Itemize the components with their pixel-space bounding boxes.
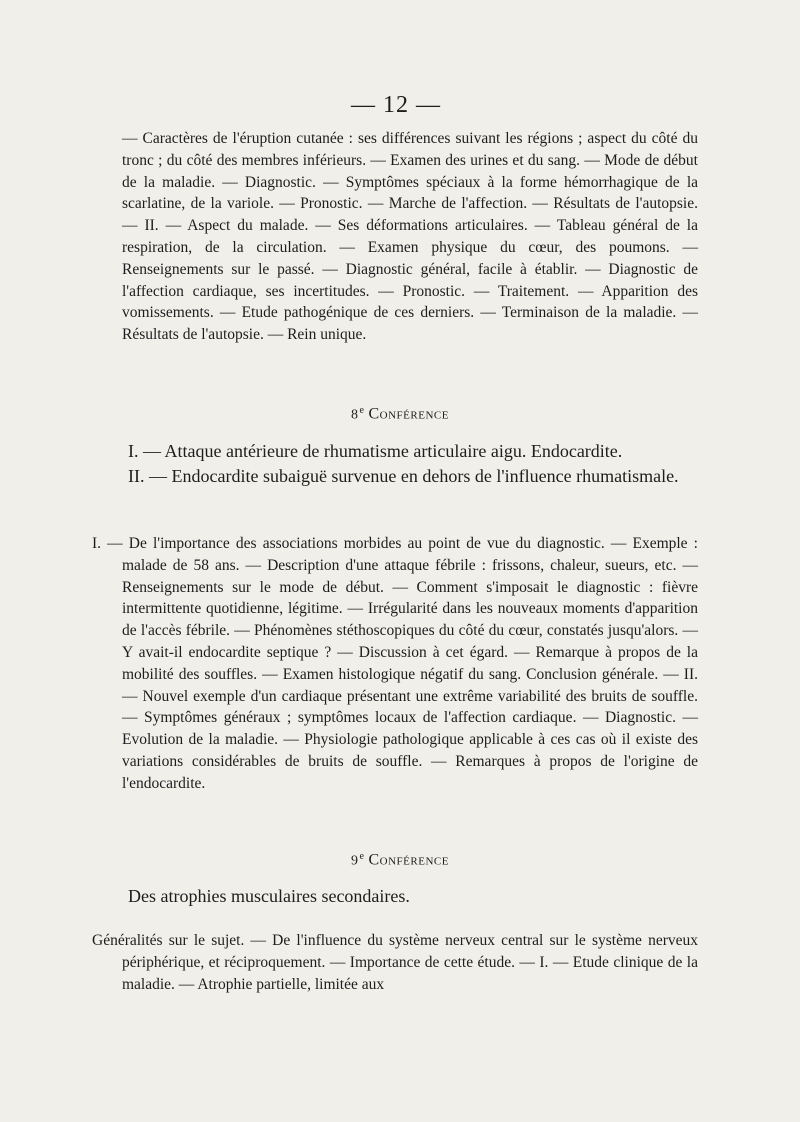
conference-8-sup: e (359, 405, 365, 416)
page-number: — 12 — (351, 92, 441, 118)
conference-8-title-1: I. — Attaque antérieure de rhumatisme articulaire aigu. Endocardite. (128, 441, 623, 461)
conference-8-body (92, 533, 698, 795)
intro-paragraph: — Caractères de l'éruption cutanée : ses différences suivant les régions ; aspect du côté du tronc ; du côté des membres inférieurs. — Examen des urines et du sang. — Mode de début de la maladie. — Diagnostic. — Symptômes spéciaux à la forme hémorrhagique de la scarlatine, de la variole. — Pronostic. — Marche de l'affection. — Résultats de l'autopsie. — II. — Aspect du malade. — Ses déformations articulaires. — Tableau général de la respiration, de la circulation. — Examen physique du cœur, des poumons. — Renseignements sur le passé. — Diagnostic général, facile à établir. — Diagnostic de l'affection cardiaque, ses incertitudes. — Pronostic. — Traitement. — Apparition des vomissements. — Etude pathogénique de ces derniers. — Terminaison de la maladie. — Résultats de l'autopsie. — Rein unique. (122, 130, 698, 344)
conference-8-number: 8 (351, 407, 359, 423)
conference-8-label: Conférence (368, 405, 449, 423)
conference-9-number: 9 (351, 853, 359, 869)
conference-9-body-text: Généralités sur le sujet. — De l'influence du système nerveux central sur le système nerveux périphérique, et réciproquement. — Importance de cette étude. — I. — Etude clinique de la maladie. — Atrophie partielle, limitée aux (92, 932, 698, 993)
conference-9-title: Des atrophies musculaires secondaires. (128, 886, 410, 906)
conference-8-heading (0, 405, 800, 424)
conference-9-body (92, 930, 698, 995)
conference-8-body-text: I. — De l'importance des associations morbides au point de vue du diagnostic. — Exemple : malade de 58 ans. — Description d'une attaque fébrile : frissons, chaleur, sueurs, etc. — Renseignements sur le mode de début. — Comment s'imposait le diagnostic : fièvre intermittente quotidienne, légitime. — Irrégularité dans les nouveaux moments d'apparition de l'accès fébrile. — Phénomènes stéthoscopiques du côté du cœur, constatés jusqu'alors. — Y avait-il endocardite septique ? — Discussion à cet égard. — Remarque à propos de la mobilité des souffles. — Examen histologique négatif du sang. Conclusion générale. — II. — Nouvel exemple d'un cardiaque présentant une extrême variabilité des bruits de souffle. — Symptômes généraux ; symptômes locaux de l'affection cardiaque. — Diagnostic. — Evolution de la maladie. — Physiologie pathologique applicable à ces cas où il existe des variations considérables de bruits de souffle. — Remarques à propos de l'origine de l'endocardite. (92, 535, 698, 792)
conference-8-titles (92, 440, 692, 487)
conference-8-title-2: II. — Endocardite subaiguë survenue en dehors de l'influence rhumatismale. (128, 466, 679, 486)
conference-9-heading (0, 851, 800, 870)
conference-9-label: Conférence (368, 851, 449, 869)
conference-9-sup: e (359, 851, 365, 862)
